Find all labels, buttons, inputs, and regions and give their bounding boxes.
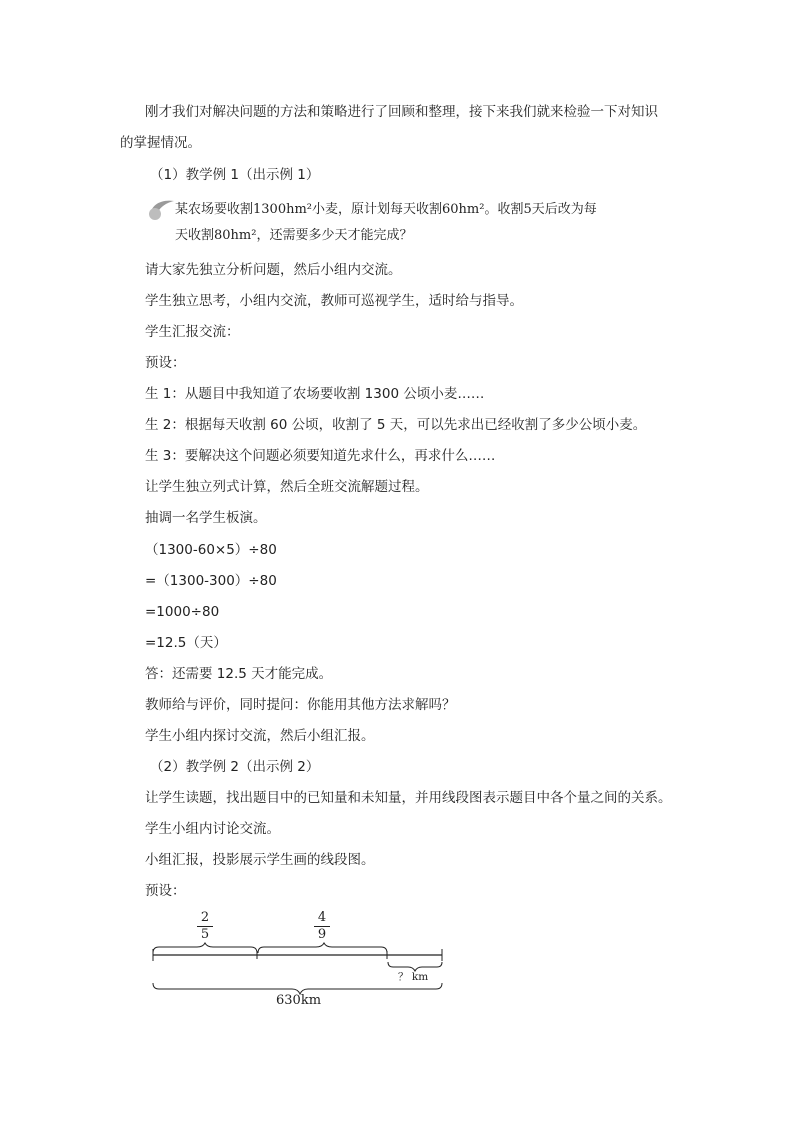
equation-line: =（1300-300）÷80	[145, 573, 277, 589]
total-distance-label: 630km	[276, 993, 322, 1008]
equation-line: =1000÷80	[145, 604, 220, 620]
section1-heading: （1）教学例 1（出示例 1）	[150, 167, 320, 183]
example-number-badge-icon	[147, 197, 177, 223]
s1-line: 学生汇报交流：	[145, 324, 240, 340]
fraction-denominator: 9	[317, 927, 327, 942]
example-1-box	[147, 197, 667, 249]
s1-line: 请大家先独立分析问题，然后小组内交流。	[145, 262, 402, 278]
s1-line: 学生小组内探讨交流，然后小组汇报。	[145, 728, 375, 744]
s2-line: 学生小组内讨论交流。	[145, 821, 280, 837]
s1-line: 学生独立思考，小组内交流，教师可巡视学生，适时给与指导。	[145, 293, 523, 309]
example-1-line-2: 天收割80hm²，还需要多少天才能完成？	[175, 228, 413, 243]
s1-line: 教师给与评价，同时提问：你能用其他方法求解吗？	[145, 697, 456, 713]
section2-heading: （2）教学例 2（出示例 2）	[150, 759, 320, 775]
fraction-numerator: 4	[317, 910, 327, 925]
unknown-distance-label: ？ km	[398, 971, 429, 983]
intro-line-1: 刚才我们对解决问题的方法和策略进行了回顾和整理，接下来我们就来检验一下对知识	[145, 104, 658, 120]
example-1-line-1: 某农场要收割1300hm²小麦，原计划每天收割60hm²。收割5天后改为每	[175, 202, 597, 217]
fraction-denominator: 5	[200, 927, 210, 942]
example-number: 1	[161, 201, 172, 221]
equation-line: =12.5（天）	[145, 635, 227, 651]
s1-line: 生 3：要解决这个问题必须要知道先求什么，再求什么……	[145, 448, 496, 464]
answer-line: 答：还需要 12.5 天才能完成。	[145, 666, 333, 682]
equation-line: （1300-60×5）÷80	[145, 542, 277, 558]
s2-line: 预设：	[145, 883, 186, 899]
intro-line-2: 的掌握情况。	[120, 135, 201, 151]
s1-line: 抽调一名学生板演。	[145, 510, 267, 526]
s2-line: 小组汇报，投影展示学生画的线段图。	[145, 852, 375, 868]
s1-line: 让学生独立列式计算，然后全班交流解题过程。	[145, 479, 429, 495]
s2-line: 让学生读题，找出题目中的已知量和未知量，并用线段图表示题目中各个量之间的关系。	[145, 790, 672, 806]
s1-line: 生 1：从题目中我知道了农场要收割 1300 公顷小麦……	[145, 386, 485, 402]
line-segment-diagram	[145, 905, 455, 1010]
s1-line: 预设：	[145, 355, 186, 371]
fraction-numerator: 2	[200, 910, 210, 925]
s1-line: 生 2：根据每天收割 60 公顷，收割了 5 天，可以先求出已经收割了多少公顷小麦。	[145, 417, 647, 433]
